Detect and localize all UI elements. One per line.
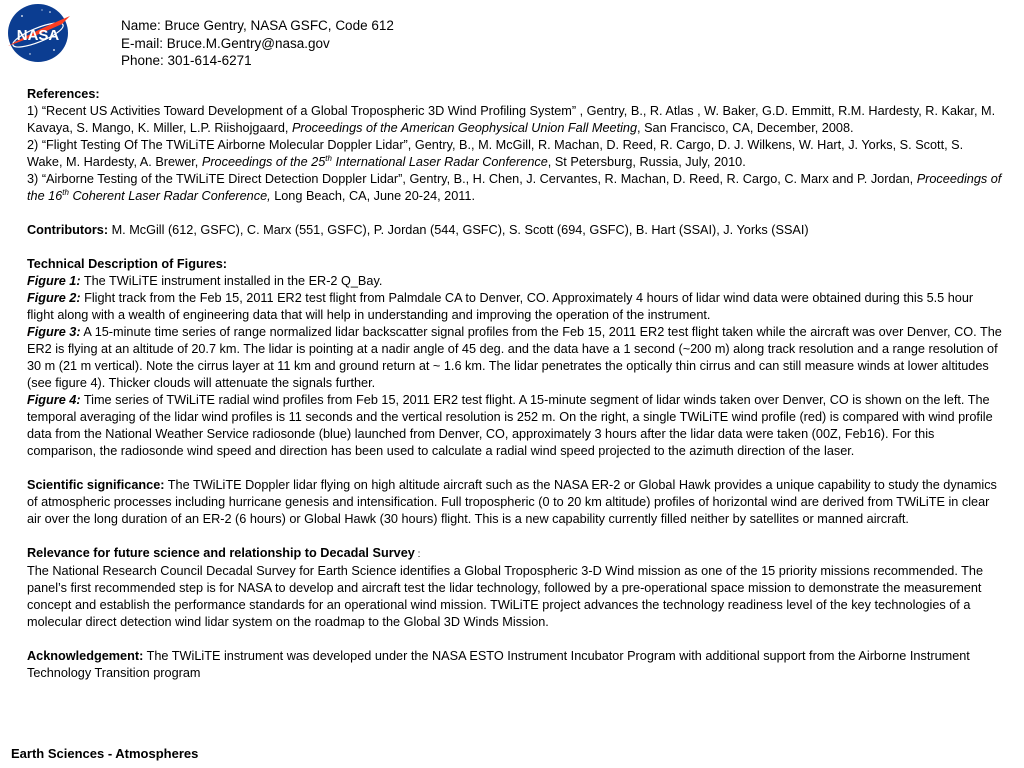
figure-1-text: The TWiLiTE instrument installed in the ER-2 Q_Bay. [80, 274, 383, 288]
reference-1-title: “Recent US Activities Toward Development of a Global Tropospheric 3D Wind Profiling System” [41, 104, 577, 118]
reference-1-authors: , Gentry, B., R. Atlas , W. Baker, G.D. Emmitt, R.M. Hardesty, R. Kakar, M. Kavaya, S. Mango, K. Miller, L.P. Riishojgaard, [27, 104, 996, 135]
reference-3-authors: , Gentry, B., H. Chen, J. Cervantes, R. Machan, D. Reed, R. Cargo, C. Marx and P. Jordan, [402, 172, 917, 186]
reference-2-venue-post: International Laser Radar Conference [331, 155, 548, 169]
reference-2-rest: , St Petersburg, Russia, July, 2010. [547, 155, 746, 169]
reference-2-title: “Flight Testing Of The TWiLiTE Airborne Molecular Doppler Lidar” [41, 138, 408, 152]
figure-2-description [27, 290, 1002, 324]
reference-3-venue-sup: th [62, 187, 69, 197]
contact-block [121, 17, 394, 70]
reference-1-rest: , San Francisco, CA, December, 2008. [637, 121, 854, 135]
figure-4-text: Time series of TWiLiTE radial wind profiles from Feb 15, 2011 ER2 test flight. A 15-minute segment of lidar winds taken over Denver, CO is shown on the left. The temporal averaging of the lidar wind profiles is 11 seconds and the vertical resolution is 252 m. On the right, a single TWiLiTE wind profile (red) is compared with wind profile data from the National Weather Service radiosonde (blue) launched from Denver, CO, approximately 3 hours after the lidar data were taken (00Z, Feb16). For this comparison, the radiosonde wind speed and direction has been used to calculate a radial wind speed projected to the azimuth direction of the laser. [27, 393, 993, 458]
significance-label: Scientific significance: [27, 478, 165, 492]
figure-3-label: Figure 3: [27, 325, 81, 339]
relevance-heading-line [27, 545, 1002, 563]
reference-2 [27, 137, 1002, 171]
technical-heading: Technical Description of Figures: [27, 257, 227, 271]
significance-text: The TWiLiTE Doppler lidar flying on high altitude aircraft such as the NASA ER-2 or Global Hawk provides a unique capability to study the dynamics of atmospheric processes including hurricane genesis and intensification. Full tropospheric (0 to 20 km altitude) profiles of horizontal wind are derived from TWiLiTE in clear air over the long duration of an ER-2 (6 hours) or Global Hawk (30 hours) flight. This is a new capability currently filled neither by satellites or manned aircraft. [27, 478, 997, 526]
contact-name: Name: Bruce Gentry, NASA GSFC, Code 612 [121, 18, 394, 33]
reference-2-venue [202, 155, 548, 169]
main-content [27, 86, 1002, 682]
contributors-paragraph [27, 222, 1002, 239]
reference-3-venue-pre: Proceedings of the 16 [27, 172, 1002, 203]
figure-2-label: Figure 2: [27, 291, 81, 305]
figure-3-description [27, 324, 1002, 392]
significance-paragraph [27, 477, 1002, 528]
nasa-logo-text: NASA [16, 27, 60, 44]
contributors-label: Contributors: [27, 223, 109, 237]
reference-3-venue-post: Coherent Laser Radar Conference, [68, 189, 271, 203]
reference-2-number: 2) [27, 138, 42, 152]
reference-1 [27, 103, 1002, 137]
figure-4-label: Figure 4: [27, 393, 81, 407]
references-heading: References: [27, 87, 100, 101]
figure-3-text: A 15-minute time series of range normalized lidar backscatter signal profiles from the Feb 15, 2011 ER2 test flight taken while the aircraft was over Denver, CO. The ER2 is flying at an altitude of 20.7 km. The lidar is pointing at a nadir angle of 45 deg. and the data have a 1 second (~200 m) along track resolution and a range resolution of 30 m (21 m vertical). Note the cirrus layer at 11 km and ground return at ~ 1.6 km. The lidar penetrates the optically thin cirrus and can still measure winds at lower altitudes (see figure 4). Thicker clouds will attenuate the signals further. [27, 325, 1002, 390]
reference-1-venue: Proceedings of the American Geophysical Union Fall Meeting [291, 121, 638, 135]
relevance-text: The National Research Council Decadal Survey for Earth Science identifies a Global Tropospheric 3-D Wind mission as one of the 15 priority missions recommended. The panel’s first recommended step is for NASA to develop and aircraft test the lidar technology, followed by a pre-operational space mission to demonstrate the measurement concept and establish the performance standards for an operational wind mission. TWiLiTE project advances the technology readiness level of the key technologies of a molecular direct detection wind lidar system on the roadmap to the Global 3D Winds Mission. [27, 564, 984, 629]
figure-1-description [27, 273, 1002, 290]
reference-3-number: 3) [27, 172, 42, 186]
relevance-heading: Relevance for future science and relationship to Decadal Survey [27, 546, 415, 560]
figure-4-description [27, 392, 1002, 460]
acknowledgement-paragraph [27, 648, 1002, 682]
footer-category: Earth Sciences - Atmospheres [11, 746, 199, 761]
nasa-logo [2, 2, 74, 64]
reference-2-authors: , Gentry, B., M. McGill, R. Machan, D. Reed, R. Cargo, D. J. Wilkens, W. Hart, J. Yorks, S. Scott, S. Wake, M. Hardesty, A. Brewer, [27, 138, 964, 169]
reference-3 [27, 171, 1002, 205]
acknowledgement-label: Acknowledgement: [27, 649, 144, 663]
reference-3-title: “Airborne Testing of the TWiLiTE Direct Detection Doppler Lidar” [41, 172, 403, 186]
acknowledgement-text: The TWiLiTE instrument was developed under the NASA ESTO Instrument Incubator Program with additional support from the Airborne Instrument Technology Transition program [27, 649, 970, 680]
reference-2-venue-sup: th [325, 153, 332, 163]
contact-email: E-mail: Bruce.M.Gentry@nasa.gov [121, 35, 330, 51]
reference-2-venue-pre: Proceedings of the 25 [201, 155, 326, 169]
reference-3-rest: Long Beach, CA, June 20-24, 2011. [270, 189, 475, 203]
contributors-text: M. McGill (612, GSFC), C. Marx (551, GSFC), P. Jordan (544, GSFC), S. Scott (694, GSFC), B. Hart (SSAI), J. Yorks (SSAI) [108, 223, 809, 237]
figure-1-label: Figure 1: [27, 274, 81, 288]
relevance-heading-suffix: : [414, 549, 421, 560]
figure-2-text: Flight track from the Feb 15, 2011 ER2 test flight from Palmdale CA to Denver, CO. Approximately 4 hours of lidar wind data were obtained during this 5.5 hour flight along with a wealth of engineering data that will help in understanding and improving the operation of the instrument. [27, 291, 974, 322]
reference-1-number: 1) [27, 104, 42, 118]
contact-phone: Phone: 301-614-6271 [121, 53, 252, 68]
